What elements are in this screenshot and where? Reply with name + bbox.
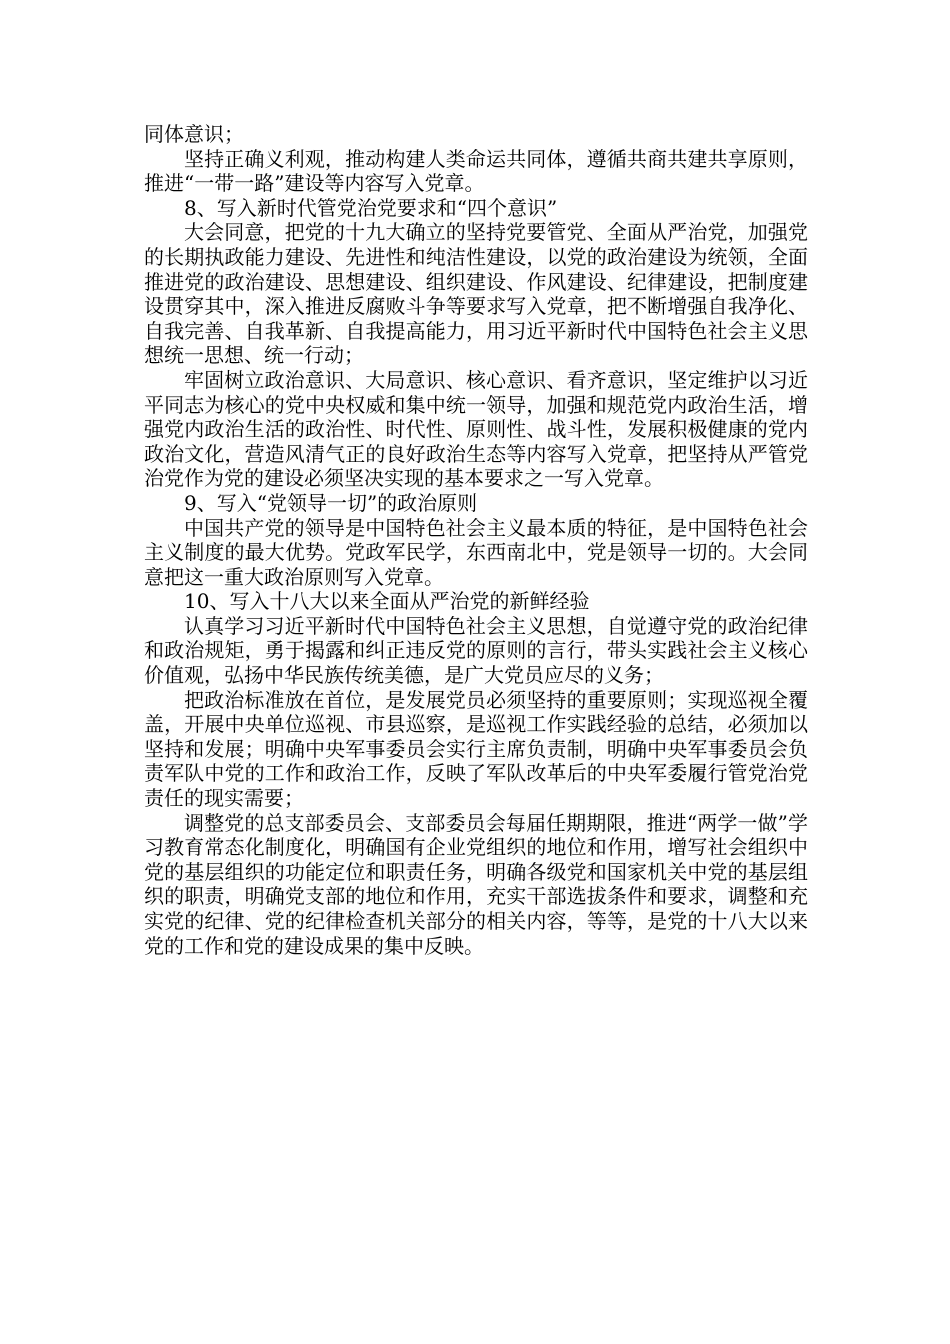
paragraph-political-standard: 把政治标准放在首位，是发展党员必须坚持的重要原则；实现巡视全覆盖，开展中央单位巡视、市县巡察，是巡视工作实践经验的总结，必须加以坚持和发展；明确中央军事委员会实行主席负责制，明确中央军事委员会负责军队中党的工作和政治工作，反映了军队改革后的中央军委履行管党治党责任的现实需要；	[144, 687, 808, 811]
paragraph-continuation: 同体意识；	[144, 122, 244, 146]
document-page	[144, 122, 808, 958]
section-heading-9: 9、写入“党领导一切”的政治原则	[184, 490, 478, 515]
paragraph-strict-governance: 大会同意，把党的十九大确立的坚持党要管党、全面从严治党，加强党的长期执政能力建设、先进性和纯洁性建设，以党的政治建设为统领，全面推进党的政治建设、思想建设、组织建设、作风建设、纪律建设，把制度建设贯穿其中，深入推进反腐败斗争等要求写入党章，把不断增强自我净化、自我完善、自我革新、自我提高能力，用习近平新时代中国特色社会主义思想统一思想、统一行动；	[144, 220, 808, 368]
paragraph-organization-adjustment: 调整党的总支部委员会、支部委员会每届任期期限，推进“两学一做”学习教育常态化制度化，明确国有企业党组织的地位和作用，增写社会组织中党的基层组织的功能定位和职责任务，明确各级党和国家机关中党的基层组织的职责，明确党支部的地位和作用，充实干部选拔条件和要求，调整和充实党的纪律、党的纪律检查机关部分的相关内容，等等，是党的十八大以来党的工作和党的建设成果的集中反映。	[144, 810, 808, 958]
paragraph-win-win: 坚持正确义利观，推动构建人类命运共同体，遵循共商共建共享原则，推进“一带一路”建设等内容写入党章。	[144, 146, 808, 196]
section-heading-8: 8、写入新时代管党治党要求和“四个意识”	[184, 195, 558, 220]
paragraph-four-consciousness: 牢固树立政治意识、大局意识、核心意识、看齐意识，坚定维护以习近平同志为核心的党中央权威和集中统一领导，加强和规范党内政治生活，增强党内政治生活的政治性、时代性、原则性、战斗性，发展积极健康的党内政治文化，营造风清气正的良好政治生态等内容写入党章，把坚持从严管党治党作为党的建设必须坚决实现的基本要求之一写入党章。	[144, 367, 808, 491]
paragraph-member-duties: 认真学习习近平新时代中国特色社会主义思想，自觉遵守党的政治纪律和政治规矩，勇于揭露和纠正违反党的原则的言行，带头实践社会主义核心价值观，弘扬中华民族传统美德，是广大党员应尽的义务；	[144, 613, 808, 688]
section-heading-10: 10、写入十八大以来全面从严治党的新鲜经验	[184, 589, 590, 614]
paragraph-party-leadership: 中国共产党的领导是中国特色社会主义最本质的特征，是中国特色社会主义制度的最大优势。党政军民学，东西南北中，党是领导一切的。大会同意把这一重大政治原则写入党章。	[144, 515, 808, 589]
